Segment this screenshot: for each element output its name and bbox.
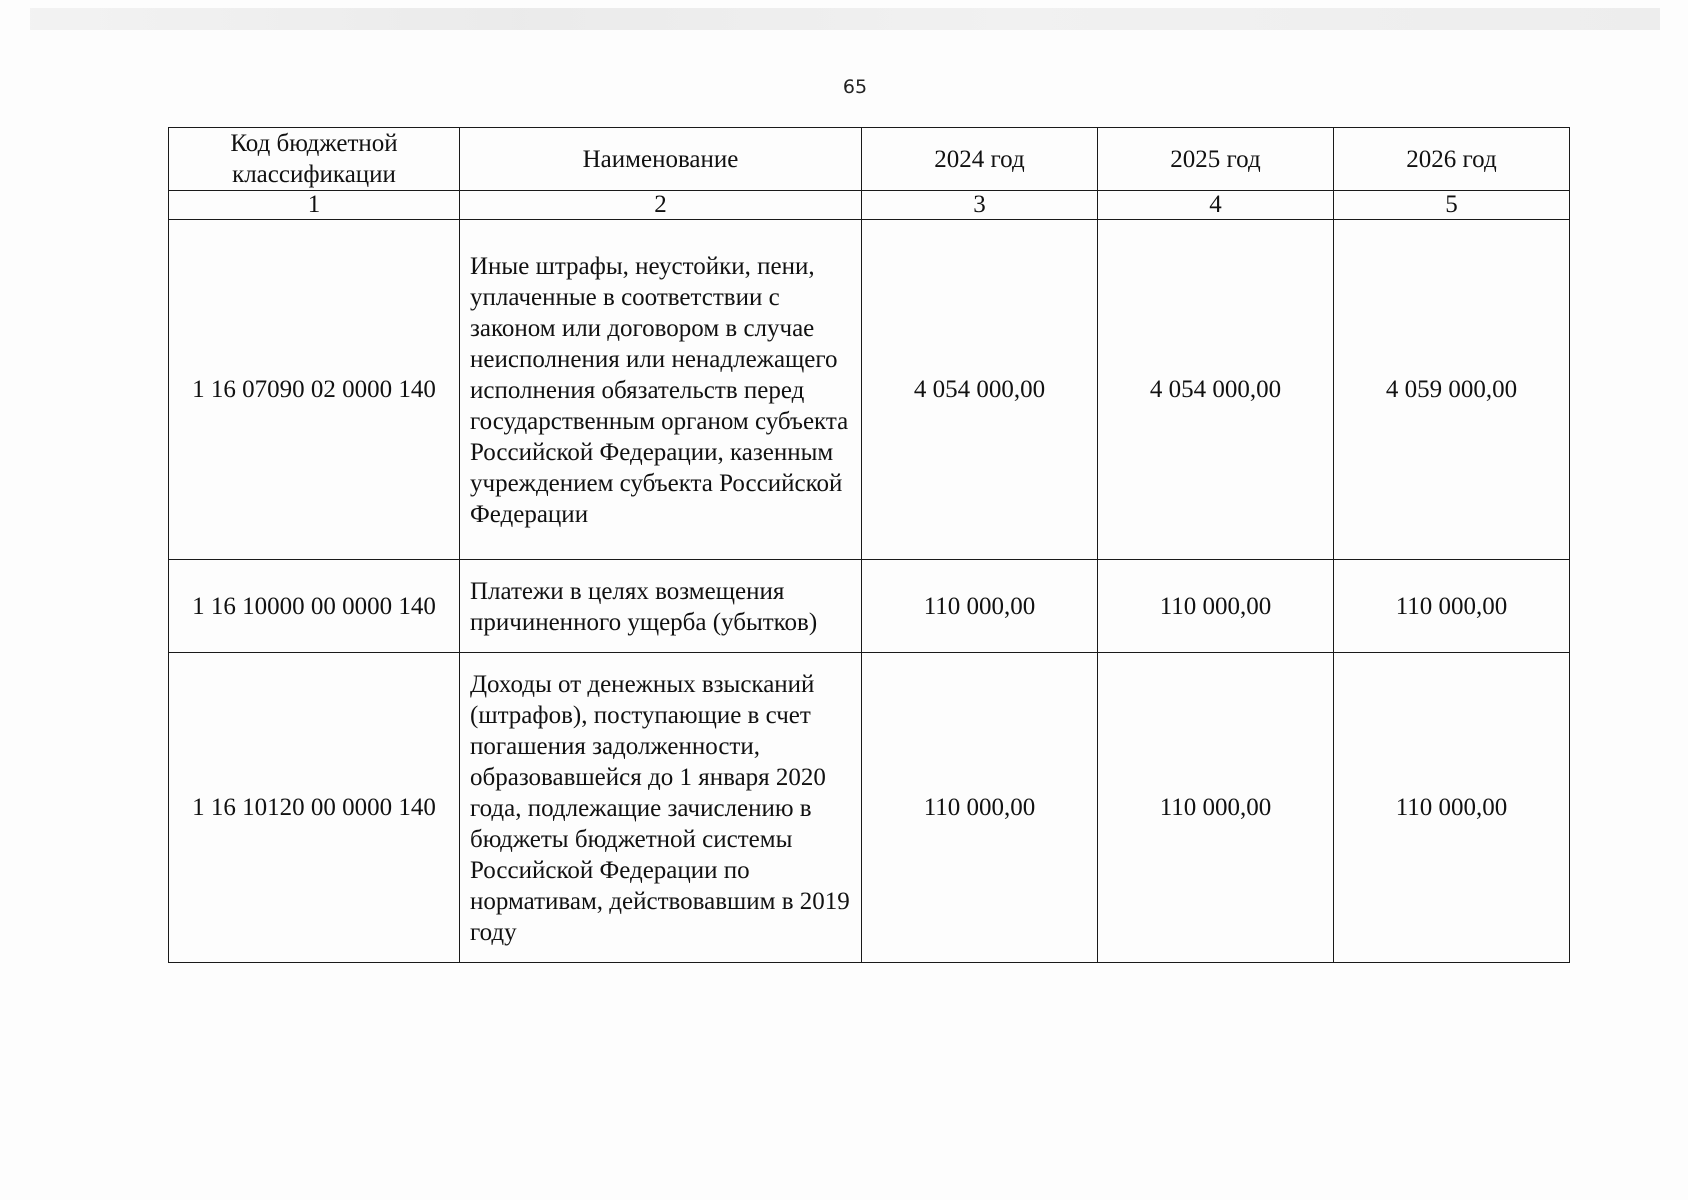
budget-table	[168, 127, 1570, 963]
table-row	[169, 653, 1570, 963]
row-amount-2025: 4 054 000,00	[1098, 220, 1334, 560]
row-code: 1 16 10120 00 0000 140	[169, 653, 460, 963]
row-name: Доходы от денежных взысканий (штрафов), поступающие в счет погашения задолженности, образовавшейся до 1 января 2020 года, подлежащие зачислению в бюджеты бюджетной системы Российской Федерации по нормативам, действовавшим в 2019 году	[460, 653, 862, 963]
header-2024: 2024 год	[862, 128, 1098, 191]
column-number: 4	[1098, 191, 1334, 220]
header-2025: 2025 год	[1098, 128, 1334, 191]
row-name: Платежи в целях возмещения причиненного ущерба (убытков)	[460, 560, 862, 653]
row-amount-2024: 110 000,00	[862, 560, 1098, 653]
row-code: 1 16 10000 00 0000 140	[169, 560, 460, 653]
row-amount-2024: 4 054 000,00	[862, 220, 1098, 560]
header-2026: 2026 год	[1334, 128, 1570, 191]
row-amount-2026: 110 000,00	[1334, 653, 1570, 963]
header-name: Наименование	[460, 128, 862, 191]
column-number: 3	[862, 191, 1098, 220]
table-header-row	[169, 128, 1570, 191]
table-row	[169, 220, 1570, 560]
column-number-row	[169, 191, 1570, 220]
row-code: 1 16 07090 02 0000 140	[169, 220, 460, 560]
scan-artifact-band	[30, 8, 1660, 30]
column-number: 2	[460, 191, 862, 220]
header-code: Код бюджетной классификации	[169, 128, 460, 191]
column-number: 5	[1334, 191, 1570, 220]
page-number: 65	[842, 76, 868, 98]
row-name: Иные штрафы, неустойки, пени, уплаченные в соответствии с законом или договором в случае неисполнения или ненадлежащего исполнения обязательств перед государственным органом субъекта Российской Федерации, казенным учреждением субъекта Российской Федерации	[460, 220, 862, 560]
row-amount-2024: 110 000,00	[862, 653, 1098, 963]
row-amount-2025: 110 000,00	[1098, 560, 1334, 653]
column-number: 1	[169, 191, 460, 220]
row-amount-2026: 110 000,00	[1334, 560, 1570, 653]
table-row	[169, 560, 1570, 653]
row-amount-2025: 110 000,00	[1098, 653, 1334, 963]
row-amount-2026: 4 059 000,00	[1334, 220, 1570, 560]
